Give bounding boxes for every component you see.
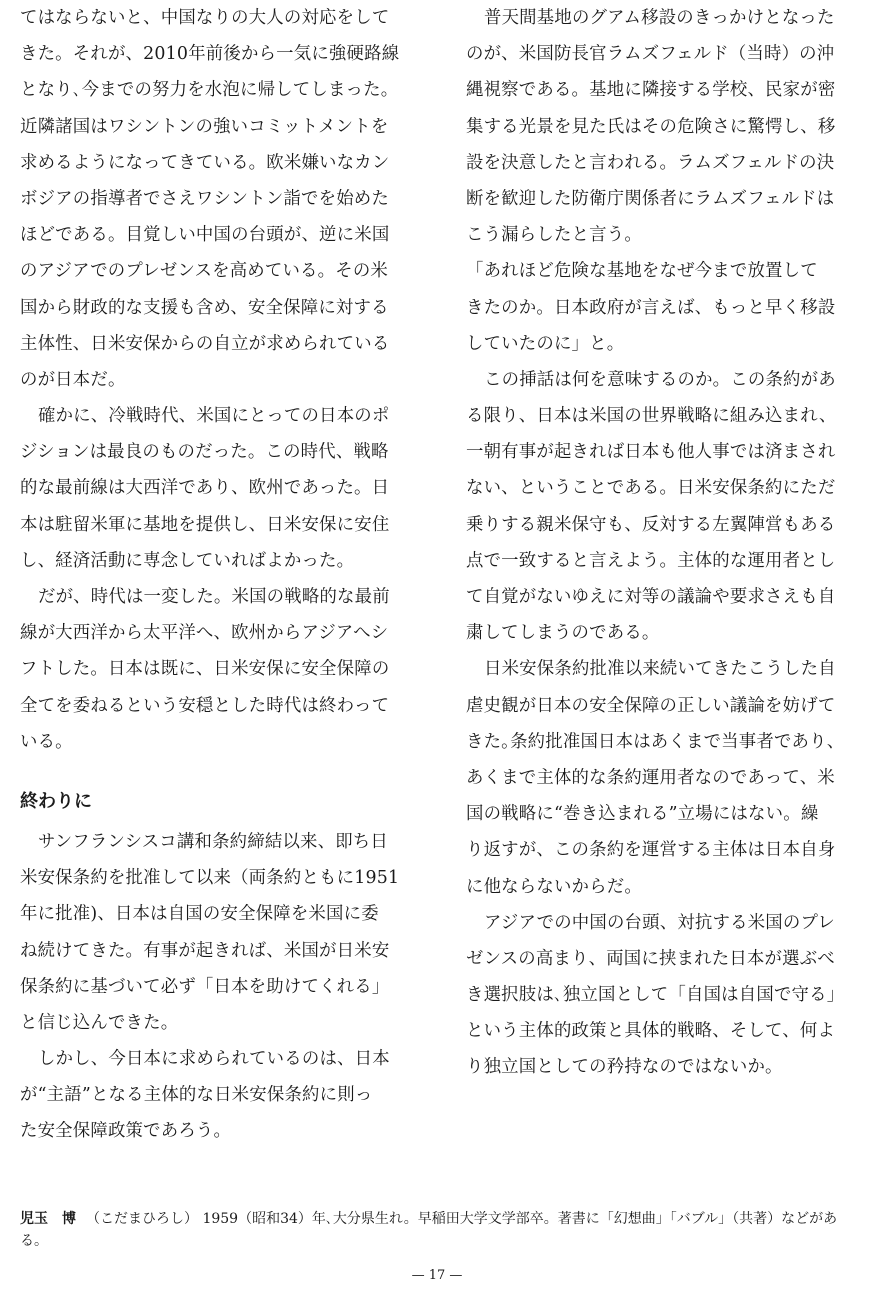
text-line: ジションは最良のものだった。この時代、戦略 bbox=[20, 442, 389, 463]
text-line: 虐史観が日本の安全保障の正しい議論を妨げて bbox=[466, 695, 836, 716]
text-line: 本は駐留米軍に基地を提供し、日米安保に安住 bbox=[20, 514, 390, 535]
text-line: 「あれほど危険な基地をなぜ今まで放置して bbox=[466, 261, 818, 282]
text-line: 点で一致すると言えよう。主体的な運用者とし bbox=[466, 550, 836, 571]
text-line: のが日本だ。 bbox=[20, 369, 126, 390]
text-line: ゼンスの高まり、両国に挟まれた日本が選ぶべ bbox=[466, 948, 835, 969]
text-line: き選択肢は､独立国として「自国は自国で守る」 bbox=[466, 985, 845, 1006]
text-line: きた｡条約批准国日本はあくまで当事者であり、 bbox=[466, 731, 845, 752]
text-line: フトした。日本は既に、日米安保に安全保障の bbox=[20, 659, 390, 680]
text-line: に他ならないからだ。 bbox=[466, 876, 642, 897]
text-line: た安全保障政策であろう。 bbox=[20, 1121, 232, 1142]
page-number: — 17 — bbox=[411, 1268, 463, 1283]
text-line: 集する光景を見た氏はその危険さに驚愕し、移 bbox=[466, 116, 836, 137]
text-line: 年に批准)、日本は自国の安全保障を米国に委 bbox=[20, 904, 379, 925]
text-line: 国から財政的な支援も含め、安全保障に対する bbox=[20, 297, 389, 318]
text-line: 米安保条約を批准して以来（両条約ともに1951 bbox=[20, 868, 400, 889]
text-line: 保条約に基づいて必ず「日本を助けてくれる」 bbox=[20, 976, 390, 997]
text-line: 日米安保条約批准以来続いてきたこうした自 bbox=[484, 659, 836, 680]
text-line: 乗りする親米保守も、反対する左翼陣営もある bbox=[466, 514, 836, 535]
section-heading: 終わりに bbox=[20, 790, 92, 812]
author-name: 児玉 博 bbox=[20, 1211, 76, 1227]
text-line: り独立国としての矜持なのではないか。 bbox=[466, 1057, 783, 1078]
text-line: きた。それが、2010年前後から一気に強硬路線 bbox=[20, 44, 400, 65]
text-line: 的な最前線は大西洋であり、欧州であった。日 bbox=[20, 478, 390, 499]
text-line: サンフランシスコ講和条約締結以来、即ち日 bbox=[38, 831, 388, 852]
text-line: 断を歓迎した防衛庁関係者にラムズフェルドは bbox=[466, 188, 835, 209]
author-profile bbox=[20, 1208, 858, 1252]
left-column bbox=[20, 0, 412, 1150]
text-line: 全てを委ねるという安穏とした時代は終わって bbox=[20, 695, 390, 716]
text-line: 設を決意したと言われる。ラムズフェルドの決 bbox=[466, 152, 835, 173]
text-line: のが、米国防長官ラムズフェルド（当時）の沖 bbox=[466, 44, 835, 65]
text-line: あくまで主体的な条約運用者なのであって、米 bbox=[466, 767, 835, 788]
text-line: のアジアでのプレゼンスを高めている。その米 bbox=[20, 261, 389, 282]
text-line: しかし、今日本に求められているのは、日本 bbox=[38, 1049, 390, 1070]
text-line: て自覚がないゆえに対等の議論や要求さえも自 bbox=[466, 587, 836, 607]
text-line: 線が大西洋から太平洋へ、欧州からアジアへシ bbox=[20, 623, 389, 644]
text-line: ない、ということである。日米安保条約にただ bbox=[466, 478, 836, 499]
text-line: 主体性、日米安保からの自立が求められている bbox=[20, 333, 390, 354]
text-line: 確かに、冷戦時代、米国にとっての日本のポ bbox=[38, 406, 390, 427]
text-line: 一朝有事が起きれば日本も他人事では済まされ bbox=[466, 442, 836, 463]
paragraph bbox=[20, 0, 412, 398]
text-line: 粛してしまうのである。 bbox=[466, 623, 660, 644]
text-line: アジアでの中国の台頭、対抗する米国のプレ bbox=[484, 912, 835, 933]
paragraph bbox=[20, 824, 412, 1041]
paragraph bbox=[466, 362, 858, 652]
text-line: 縄視察である。基地に隣接する学校、民家が密 bbox=[466, 80, 836, 101]
text-line: てはならないと、中国なりの大人の対応をして bbox=[20, 8, 390, 28]
text-line: だが、時代は一変した。米国の戦略的な最前 bbox=[38, 587, 390, 607]
text-line: ボジアの指導者でさえワシントン詣でを始めた bbox=[20, 188, 389, 209]
text-line: という主体的政策と具体的戦略、そして、何よ bbox=[466, 1021, 836, 1042]
text-line: していたのに」と。 bbox=[466, 333, 625, 354]
paragraph bbox=[466, 253, 858, 362]
text-line: いる。 bbox=[20, 731, 73, 752]
text-line: る限り、日本は米国の世界戦略に組み込まれ、 bbox=[466, 406, 837, 427]
text-line: ね続けてきた。有事が起きれば、米国が日米安 bbox=[20, 940, 390, 961]
right-column bbox=[466, 0, 858, 1086]
paragraph bbox=[20, 1041, 412, 1150]
text-line: と信じ込んできた。 bbox=[20, 1012, 179, 1033]
text-line: 近隣諸国はワシントンの強いコミットメントを bbox=[20, 116, 389, 137]
text-line: きたのか。日本政府が言えば、もっと早く移設 bbox=[466, 297, 836, 318]
paragraph bbox=[20, 579, 412, 760]
text-line: り返すが、この条約を運営する主体は日本自身 bbox=[466, 840, 836, 861]
text-line: 国の戦略に“巻き込まれる”立場にはない。繰 bbox=[466, 804, 819, 825]
paragraph bbox=[20, 398, 412, 579]
text-line: ほどである。目覚しい中国の台頭が、逆に米国 bbox=[20, 225, 390, 246]
text-line: となり､今までの努力を水泡に帰してしまった。 bbox=[20, 80, 399, 101]
text-line: が“主語”となる主体的な日米安保条約に則っ bbox=[20, 1085, 373, 1106]
text-line: この挿話は何を意味するのか。この条約があ bbox=[484, 369, 836, 390]
text-line: こう漏らしたと言う。 bbox=[466, 225, 642, 246]
author-bio: （こだまひろし） 1959（昭和34）年､大分県生れ。早稲田大学文学部卒。著書に「幻想曲」「バブル」（共著）などがある。 bbox=[20, 1211, 838, 1249]
paragraph bbox=[466, 651, 858, 904]
paragraph bbox=[466, 905, 858, 1086]
paragraph bbox=[466, 0, 858, 253]
text-line: 求めるようになってきている。欧米嫌いなカン bbox=[20, 152, 390, 173]
text-line: 普天間基地のグアム移設のきっかけとなった bbox=[484, 8, 835, 28]
text-line: し、経済活動に専念していればよかった。 bbox=[20, 550, 355, 571]
